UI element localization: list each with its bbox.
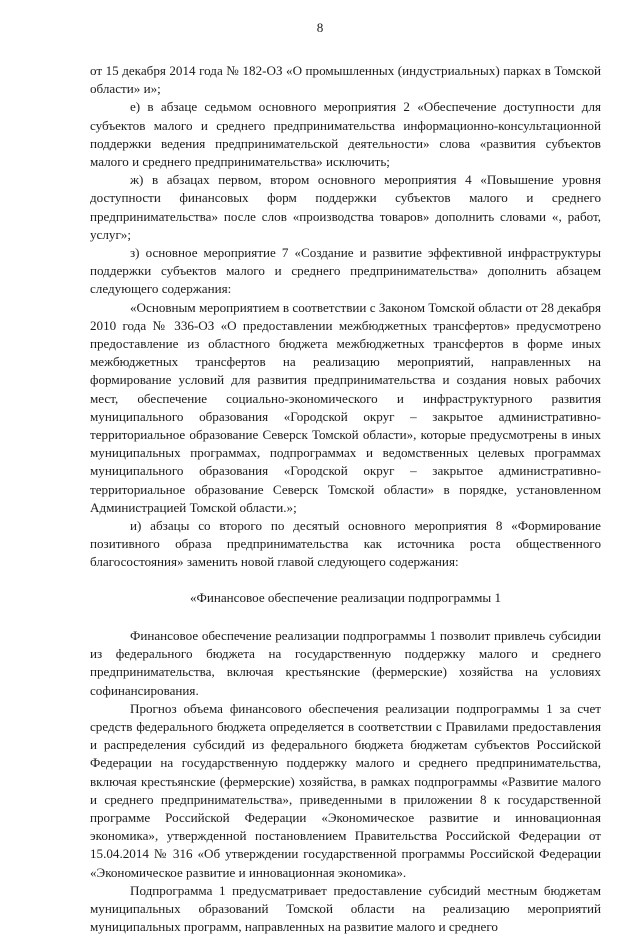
paragraph: от 15 декабря 2014 года № 182-ОЗ «О промышленных (индустриальных) парках в Томской области» и»; (90, 63, 601, 97)
paragraph: «Основным мероприятием в соответствии с Законом Томской области от 28 декабря 2010 года № 336-ОЗ «О предоставлении межбюджетных трансфертов» предусмотрено предоставление из областного бюджета межбюджетных трансфертов в форме иных межбюджетных трансфертов на реализацию мероприятий, направленных на формирование условий для развития предпринимательства и создания новых рабочих мест, обеспечение социально-экономического и инфраструктурного развития муниципального образования «Городской округ – закрытое административно-территориальное образование Северск Томской области», которые предусмотрены в иных муниципальных программах, подпрограммах и ведомственных целевых программах муниципального образования «Городской округ – закрытое административно-территориальное образование Северск Томской области» в порядке, установленном Администрацией Томской области.»; (90, 299, 601, 515)
page-number: 8 (316, 20, 324, 35)
paragraph: и) абзацы со второго по десятый основного мероприятия 8 «Формирование позитивного образа предпринимательства как источника роста общественного благосостояния» заменить новой главой следующего содержания: (90, 518, 601, 570)
paragraph: з) основное мероприятие 7 «Создание и развитие эффективной инфраструктуры поддержки субъектов малого и среднего предпринимательства» дополнить абзацем следующего содержания: (90, 245, 601, 297)
paragraph: е) в абзаце седьмом основного мероприятия 2 «Обеспечение доступности для субъектов малого и среднего предпринимательства информационно-консультационной поддержки ведения предпринимательской деятельности» слова «развития субъектов малого и среднего предпринимательства» исключить; (90, 99, 601, 170)
paragraph: Финансовое обеспечение реализации подпрограммы 1 позволит привлечь субсидии из федерального бюджета на государственную поддержку малого и среднего предпринимательства, включая крестьянские (фермерские) хозяйства на условиях софинансирования. (90, 627, 601, 698)
paragraph: ж) в абзацах первом, втором основного мероприятия 4 «Повышение уровня доступности финансовых форм поддержки субъектов малого и среднего предпринимательства» после слов «производства товаров» дополнить словами «, работ, услуг»; (90, 172, 601, 242)
paragraph: Прогноз объема финансового обеспечения реализации подпрограммы 1 за счет средств федерального бюджета определяется в соответствии с Правилами предоставления и распределения субсидий из федерального бюджета бюджетам субъектов Российской Федерации на государственную поддержку малого и среднего предпринимательства, включая крестьянские (фермерские) хозяйства, в рамках подпрограммы «Развитие малого и среднего предпринимательства», приведенными в приложении 8 к государственной программе Российской Федерации «Экономическое развитие и инновационная экономика», утвержденной постановлением Правительства Российской Федерации от 15.04.2014 № 316 «Об утверждении государственной программы Российской Федерации «Экономическое развитие и инновационная экономика». (90, 700, 601, 880)
paragraph: Подпрограмма 1 предусматривает предоставление субсидий местным бюджетам муниципальных образований Томской области на реализацию мероприятий муниципальных программ, направленных на развитие малого и среднего (90, 882, 601, 935)
document-body (90, 62, 601, 936)
section-heading: «Финансовое обеспечение реализации подпрограммы 1 (189, 589, 502, 605)
